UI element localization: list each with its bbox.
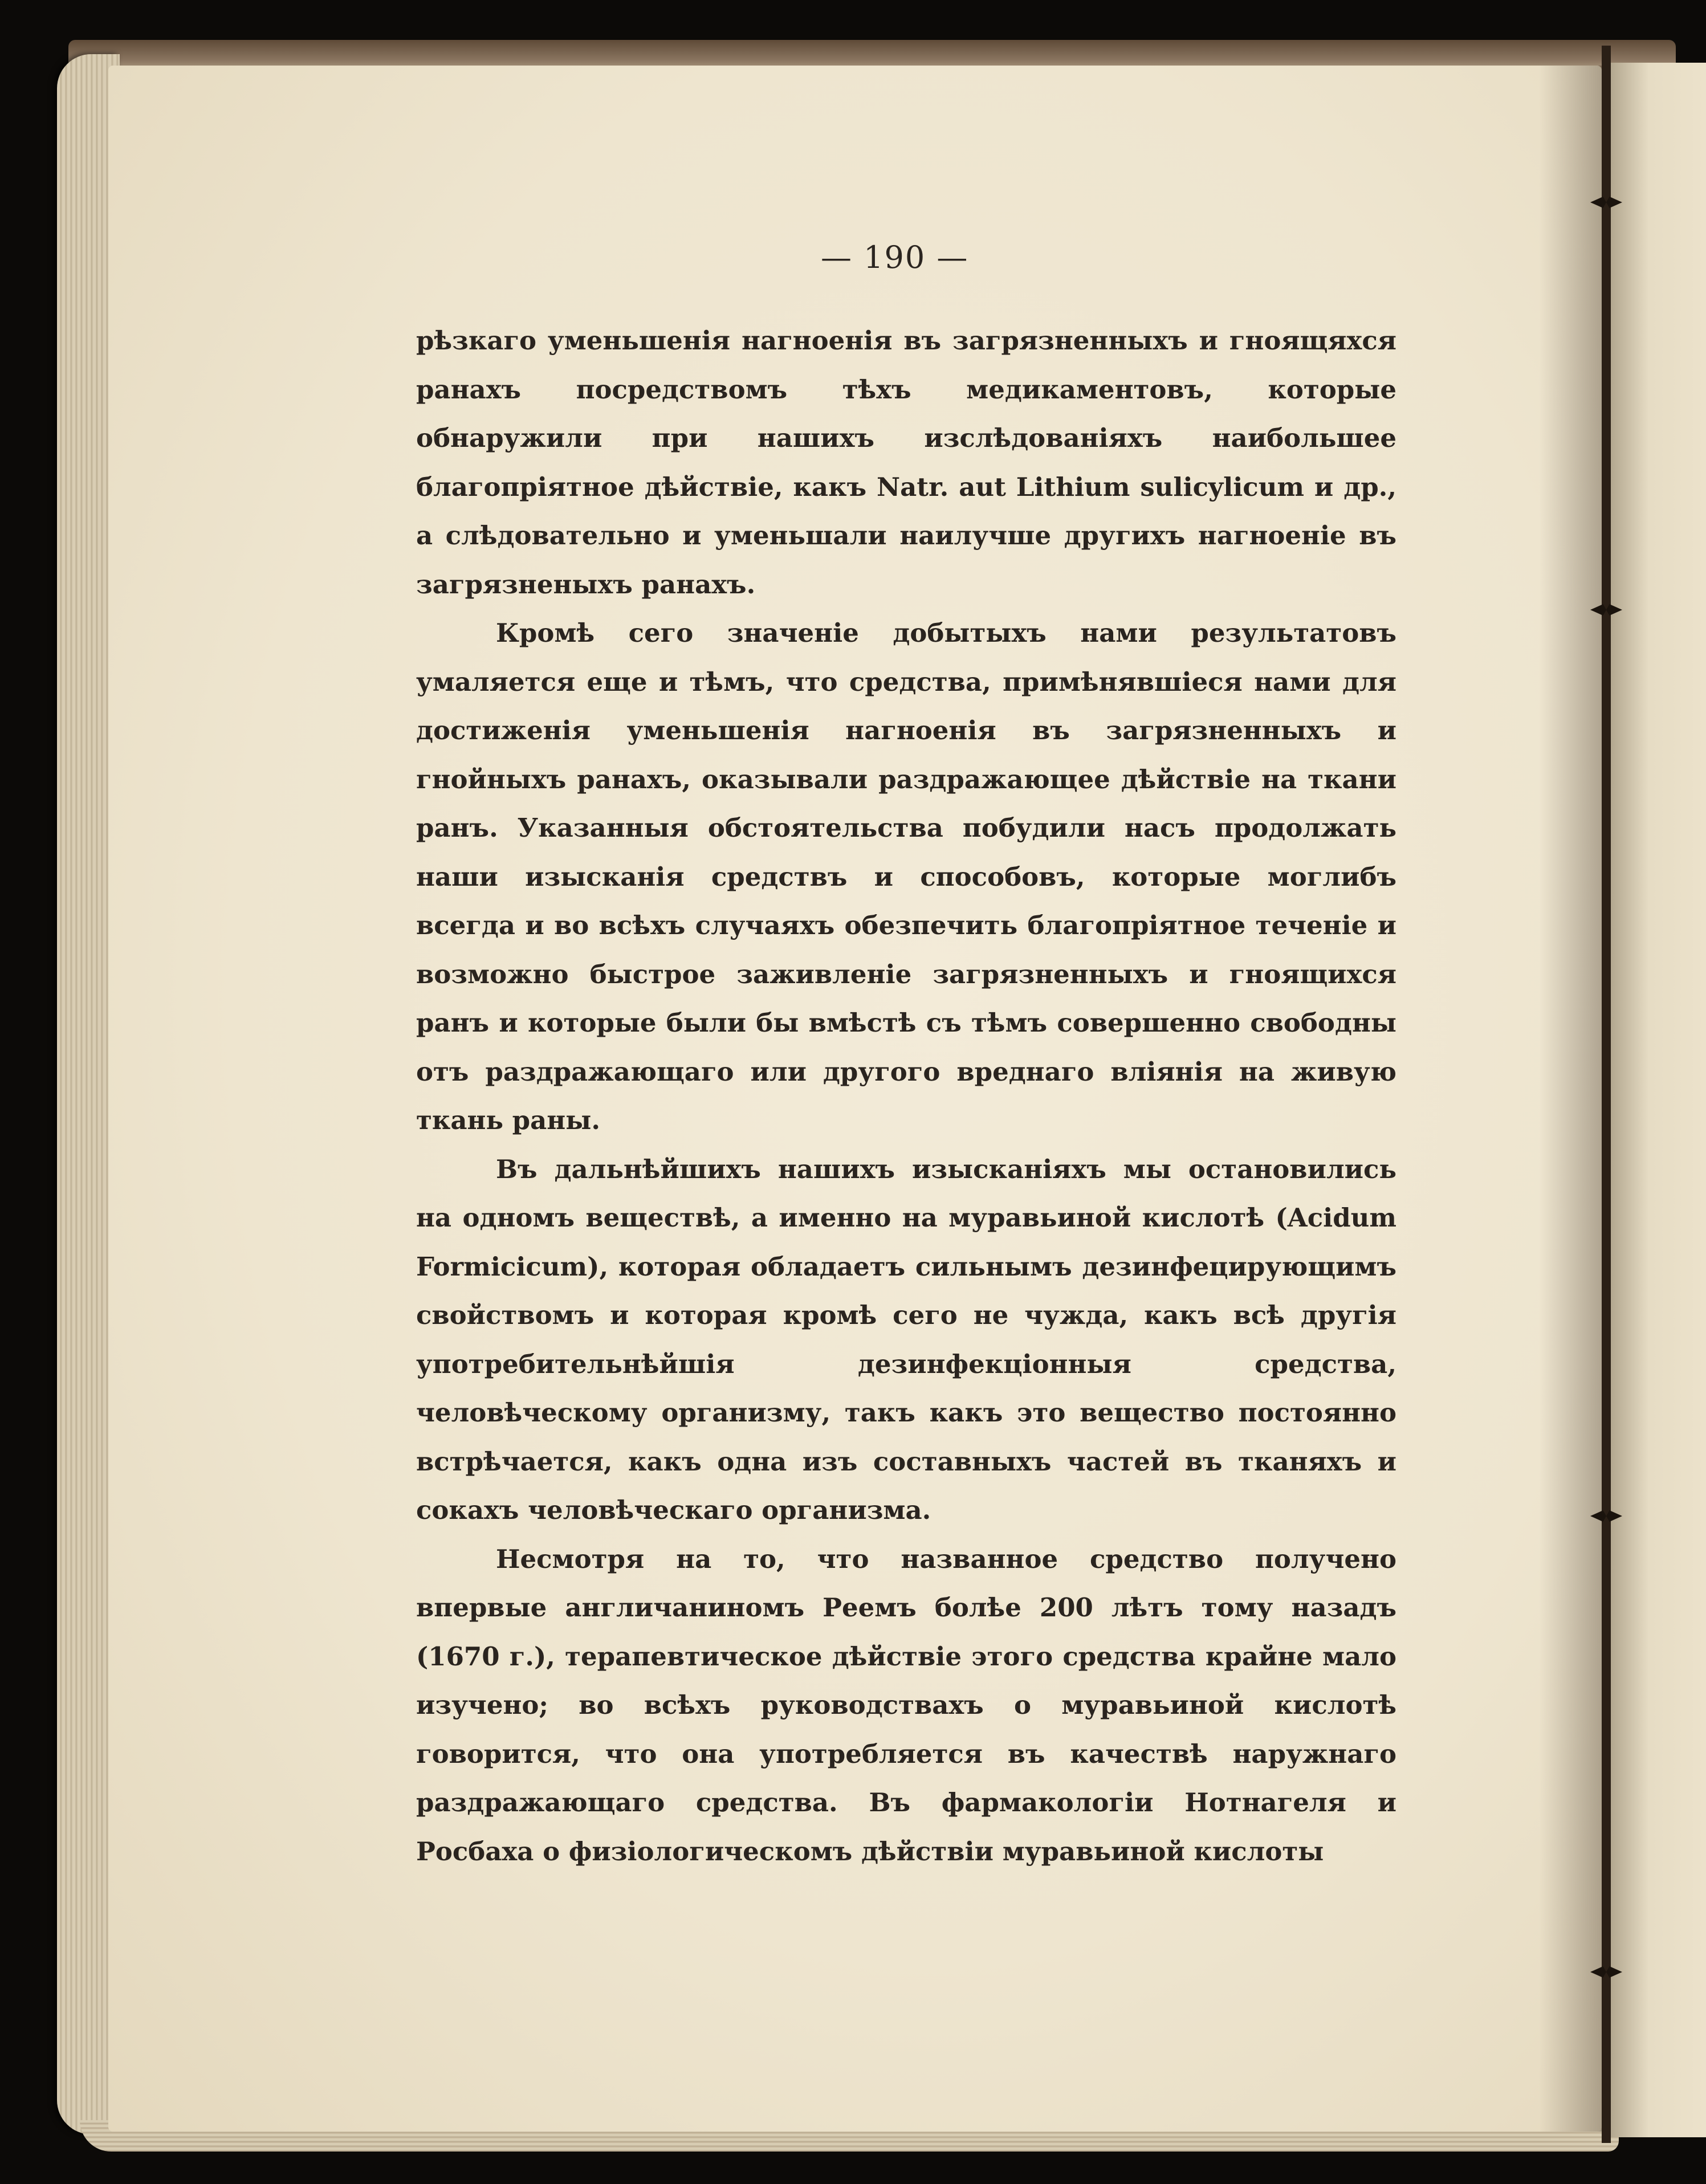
paragraph: Кромѣ сего значеніе добытыхъ нами результатовъ умаляется еще и тѣмъ, что средства, примѣнявшіеся нами для достиженія уменьшенія нагноенія въ загрязненныхъ и гнойныхъ ранахъ, оказывали раздражающее дѣйствіе на ткани ранъ. Указанныя обстоятельства побудили насъ продолжать наши изысканія средствъ и способовъ, которые моглибъ всегда и во всѣхъ случаяхъ обезпечить благопріятное теченіе и возможно быстрое заживленіе загрязненныхъ и гноящихся ранъ и которые были бы вмѣстѣ съ тѣмъ совершенно свободны отъ раздражающаго или другого вреднаго вліянія на живую ткань раны.	[416, 618, 1396, 1135]
spine	[1602, 46, 1611, 2143]
paragraph: Въ дальнѣйшихъ нашихъ изысканіяхъ мы остановились на одномъ веществѣ, а именно на муравьиной кислотѣ (Acidum Formicicum), которая обладаетъ сильнымъ дезинфецирующимъ свойствомъ и которая кромѣ сего не чужда, какъ всѣ другія употребительнѣйшія дезинфекціонныя средства, человѣческому организму, такъ какъ это вещество постоянно встрѣчается, какъ одна изъ составныхъ частей въ тканяхъ и сокахъ человѣческаго организма.	[416, 1154, 1396, 1525]
gutter-shadow	[1539, 66, 1602, 2132]
next-page	[1611, 63, 1706, 2137]
paragraph: Несмотря на то, что названное средство получено впервые англичаниномъ Реемъ болѣе 200 лѣтъ тому назадъ (1670 г.), терапевтическое дѣйствіе этого средства крайне мало изучено; во всѣхъ руководствахъ о муравьиной кислотѣ говорится, что она употребляется въ качествѣ наружнаго раздражающаго средства. Въ фармакологіи Нотнагеля и Росбаха о физіологическомъ дѣйствіи муравьиной кислоты	[416, 1543, 1396, 1867]
page-number: — 190 —	[821, 239, 969, 275]
text-block	[416, 316, 1396, 1876]
paragraph: рѣзкаго уменьшенія нагноенія въ загрязненныхъ и гноящяхся ранахъ посредствомъ тѣхъ медикаментовъ, которые обнаружили при нашихъ изслѣдованіяхъ наибольшее благопріятное дѣйствіе, какъ Natr. aut Lithium sulicylicum и др., а слѣдовательно и уменьшали наилучше другихъ нагноеніе въ загрязненыхъ ранахъ.	[416, 325, 1396, 600]
